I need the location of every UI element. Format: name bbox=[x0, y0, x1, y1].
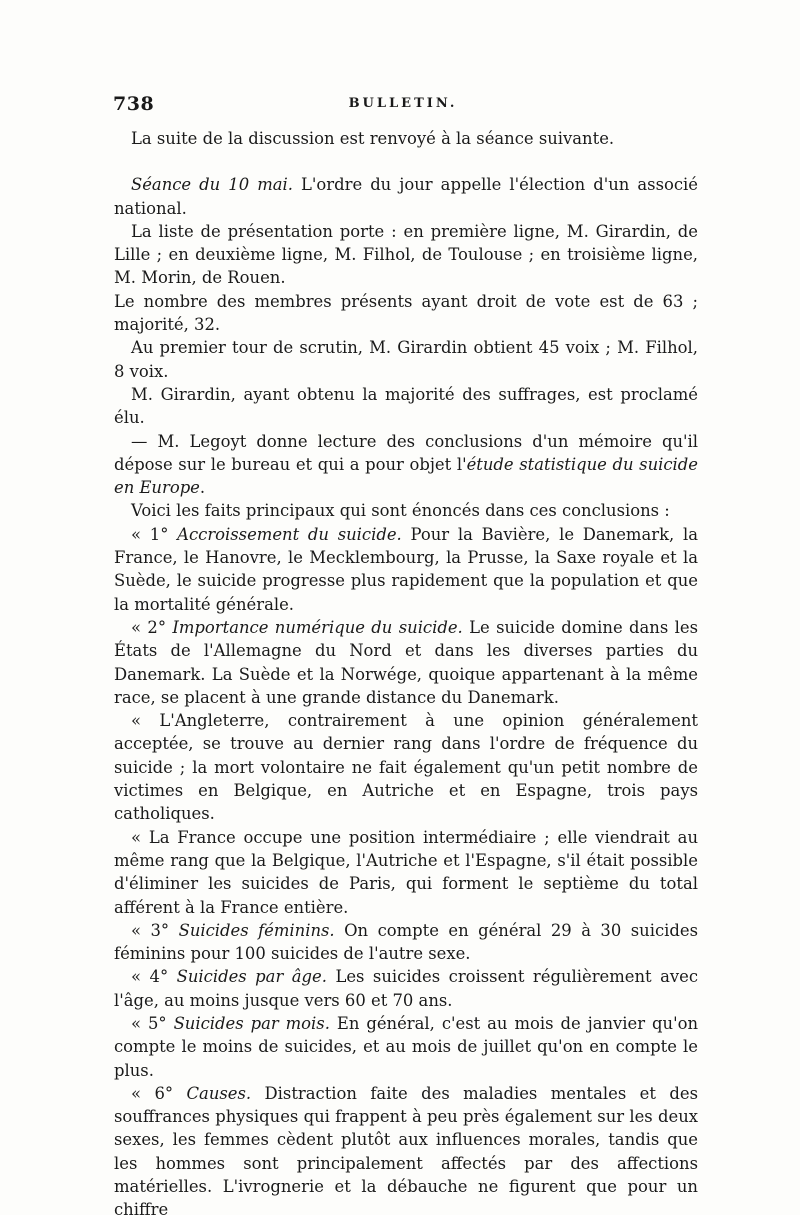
item-heading: Suicides par mois. bbox=[173, 1013, 330, 1033]
paragraph: Le nombre des membres présents ayant droit de vote est de 63 ; majorité, 32. bbox=[114, 291, 698, 335]
running-head: BULLETIN. bbox=[348, 96, 458, 111]
page-header bbox=[113, 93, 693, 119]
conclusion-item: « 3° Suicides féminins. On compte en général 29 à 30 suicides féminins pour 100 suicides de l'autre sexe. bbox=[114, 920, 698, 964]
paragraph: Voici les faits principaux qui sont énoncés dans ces conclusions : bbox=[131, 501, 670, 521]
paragraph-session-date: Séance du 10 mai. L'ordre du jour appelle l'élection d'un associé national. bbox=[114, 175, 698, 218]
paragraph: Au premier tour de scrutin, M. Girardin obtient 45 voix ; M. Filhol, 8 voix. bbox=[114, 338, 698, 381]
conclusion-item: « 5° Suicides par mois. En général, c'est au mois de janvier qu'on compte le moins de suicides, et au mois de juillet qu'on en compte le plus. bbox=[114, 1013, 698, 1080]
paragraph: « La France occupe une position intermédiaire ; elle viendrait au même rang que la Belgique, l'Autriche et l'Espagne, s'il était possible d'éliminer les suicides de Paris, qui forment le septième du total afférent à la France entière. bbox=[114, 827, 698, 917]
conclusion-item: « 2° Importance numérique du suicide. Le suicide domine dans les États de l'Allemagne du Nord et dans les diverses parties du Danemark. La Suède et la Norwége, quoique appartenant à la même race, se placent à une grande distance du Danemark. bbox=[114, 617, 698, 707]
paragraph: « L'Angleterre, contrairement à une opinion généralement acceptée, se trouve au dernier rang dans l'ordre de fréquence du suicide ; la mort volontaire ne fait également qu'un petit nombre de victimes en Belgique, en Autriche et en Espagne, trois pays catholiques. bbox=[114, 711, 698, 824]
item-heading: Suicides par âge. bbox=[176, 967, 327, 987]
item-heading: Accroissement du suicide. bbox=[177, 524, 402, 544]
item-heading: Causes. bbox=[186, 1083, 252, 1103]
conclusion-item: « 1° Accroissement du suicide. Pour la Bavière, le Danemark, la France, le Hanovre, le Mecklembourg, la Prusse, la Saxe royale et la Suède, le suicide progresse plus rapidement que la population et que la mortalité générale. bbox=[114, 524, 698, 614]
paragraph: — M. Legoyt donne lecture des conclusions d'un mémoire qu'il dépose sur le bureau et qui a pour objet l'étude statistique du suicide en Europe. bbox=[114, 431, 698, 498]
paragraph: M. Girardin, ayant obtenu la majorité des suffrages, est proclamé élu. bbox=[114, 384, 698, 428]
conclusion-item: « 6° Causes. Distraction faite des maladies mentales et des souffrances physiques qui frappent à peu près également sur les deux sexes, les femmes cèdent plutôt aux influences morales, tandis que les hommes sont principalement affectés par des affections matérielles. L'ivrognerie et la débauche ne figurent que pour un chiffre bbox=[114, 1083, 698, 1220]
page-number: 738 bbox=[113, 93, 155, 115]
conclusion-item: « 4° Suicides par âge. Les suicides croissent régulièrement avec l'âge, au moins jusque vers 60 et 70 ans. bbox=[114, 967, 699, 1010]
session-date: Séance du 10 mai. bbox=[131, 175, 293, 195]
item-heading: Suicides féminins. bbox=[178, 920, 335, 940]
body-text bbox=[114, 127, 698, 1222]
paragraph: La liste de présentation porte : en première ligne, M. Girardin, de Lille ; en deuxième ligne, M. Filhol, de Toulouse ; en troisième ligne, M. Morin, de Rouen. bbox=[114, 221, 698, 288]
item-heading: Importance numérique du suicide. bbox=[172, 617, 463, 637]
paragraph: La suite de la discussion est renvoyé à la séance suivante. bbox=[131, 129, 615, 148]
